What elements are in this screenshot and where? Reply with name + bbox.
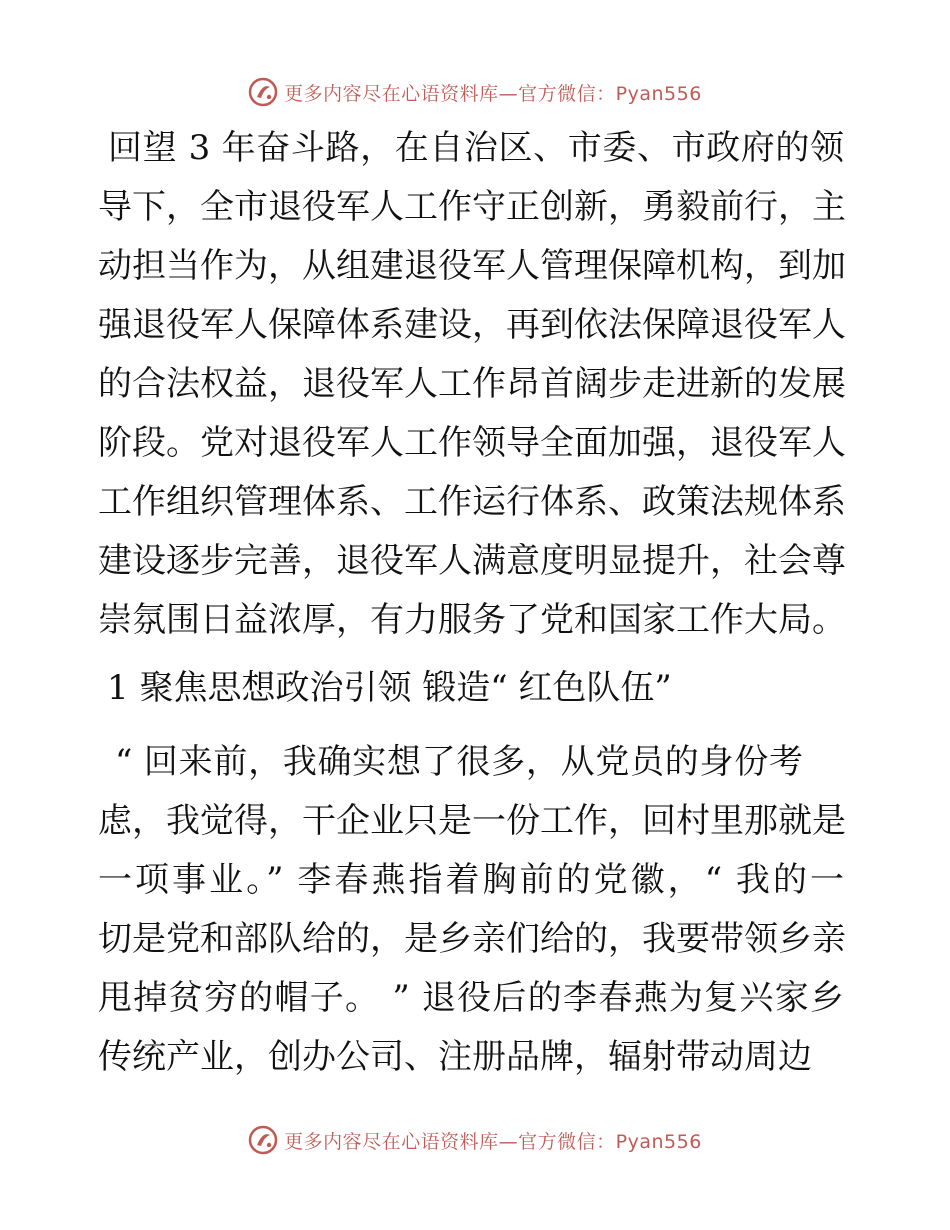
paragraph-1-line-3: 动担当作为，从组建退役军人管理保障机构，到加 [98,246,846,286]
paragraph-1-line-1: 回望 3 年奋斗路，在自治区、市委、市政府的领 [108,128,844,168]
paragraph-1-line-8: 建设逐步完善，退役军人满意度明显提升，社会尊 [98,541,846,581]
watermark-logo-icon [248,1125,278,1155]
paragraph-1-line-5: 的合法权益，退役军人工作昂首阔步走进新的发展 [98,364,846,404]
header-watermark [0,72,950,112]
paragraph-1-line-4: 强退役军人保障体系建设，再到依法保障退役军人 [98,305,846,345]
paragraph-2-line-3: 一项事业。” 李春燕指着胸前的党徽，“ 我的一 [98,860,844,900]
header-watermark-text: 更多内容尽在心语资料库—官方微信：Pyan556 [284,82,702,105]
footer-watermark-text: 更多内容尽在心语资料库—官方微信：Pyan556 [284,1130,702,1153]
paragraph-2-line-5: 甩掉贫穷的帽子。 ” 退役后的李春燕为复兴家乡 [98,978,844,1018]
paragraph-2-line-6: 传统产业，创办公司、注册品牌，辐射带动周边 [98,1037,812,1077]
watermark-logo-icon [248,77,278,107]
paragraph-1-line-7: 工作组织管理体系、工作运行体系、政策法规体系 [98,482,846,522]
paragraph-2-line-2: 虑，我觉得，干企业只是一份工作，回村里那就是 [98,801,846,841]
paragraph-1-line-2: 导下，全市退役军人工作守正创新，勇毅前行，主 [98,187,846,227]
paragraph-2-line-1: “ 回来前，我确实想了很多，从党员的身份考 [115,742,803,782]
footer-watermark [0,1120,950,1160]
paragraph-2-line-4: 切是党和部队给的，是乡亲们给的，我要带领乡亲 [98,919,846,959]
paragraph-1-line-6: 阶段。党对退役军人工作领导全面加强，退役军人 [98,423,846,463]
paragraph-1-line-9: 崇氛围日益浓厚，有力服务了党和国家工作大局。 [98,600,846,640]
section-heading: 1 聚焦思想政治引领 锻造“ 红色队伍” [107,668,672,708]
